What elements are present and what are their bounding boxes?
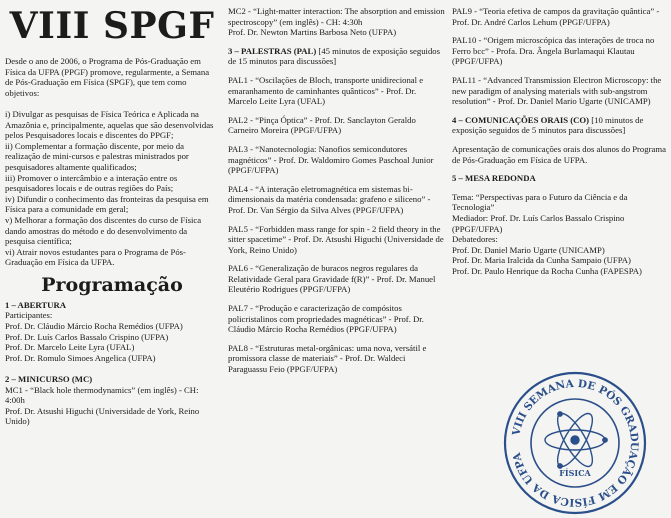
mesa-debatedor: Prof. Dr. Daniel Mario Ugarte (UNICAMP) <box>452 244 605 255</box>
palestra-item: PAL2 - “Pinça Óptica” - Prof. Dr. Sanclayton Geraldo Carneiro Moreira (PPGF/UFPA) <box>228 114 416 136</box>
objectives-list <box>5 109 219 268</box>
comunicacoes-heading-bold: 4 – COMUNICAÇÕES ORAIS (CO) <box>452 114 590 125</box>
objective-item: i) Divulgar as pesquisas de Física Teórica e Aplicada na Amazônia e, principalmente, aquelas que são desenvolvidas pelos Pesquisadores locais e discentes do PPGF; <box>5 108 214 141</box>
mesa-mediador: Mediador: Prof. Dr. Luís Carlos Bassalo Crispino (PPGF/UFPA) <box>452 212 625 234</box>
minicurso-section <box>5 374 219 427</box>
palestras-heading <box>228 46 446 67</box>
seal-center-text: FÍSICA <box>559 468 591 478</box>
mc2-title: MC2 - “Light-matter interaction: The absorption and emission spectroscopy” (em inglês) - CH: 4:30h <box>228 6 445 27</box>
event-seal-logo <box>500 368 650 518</box>
palestras-heading-bold: 3 – PALESTRAS (PAL) <box>228 45 317 56</box>
abertura-person: Prof. Dr. Romulo Simoes Angelica (UFPA) <box>5 352 156 363</box>
palestra-item: PAL3 - “Nanotecnologia: Nanofios semicondutores magnéticos” - Prof. Dr. Waldomiro Gomes Paschoal Junior (PPGF/UFPA) <box>228 143 434 176</box>
mesa-debatedores-label: Debatedores: <box>452 234 498 245</box>
abertura-label: Participantes: <box>5 310 53 321</box>
abertura-person: Prof. Dr. Marcelo Leite Lyra (UFAL) <box>5 342 135 353</box>
mc1-title: MC1 - “Black hole thermodynamics” (em inglês) - CH: 4:00h <box>5 384 199 406</box>
palestra-item: PAL8 - “Estruturas metal-orgânicas: uma nova, versátil e promissora classe de materiais” - Prof. Dr. Waldeci Paraguassu Feio (PPGF/UFPA) <box>228 342 427 375</box>
comunicacoes-heading <box>452 115 666 136</box>
objective-item: iv) Difundir o conhecimento das fronteiras da pesquisa em Física para a comunidade em geral; <box>5 193 209 215</box>
left-column <box>5 0 219 427</box>
comunicacoes-heading-note: [10 minutos de exposição seguidos de 5 minutos para discussões] <box>452 114 644 136</box>
palestra-item: PAL6 - “Generalização de buracos negros regulares da Relatividade Geral para Gravidade f(R)” - Prof. Dr. Manuel Eleutério Rodrigues (PPGF/UFPA) <box>228 263 436 295</box>
intro-paragraph: Desde o ano de 2006, o Programa de Pós-Graduação em Física da UFPA (PPGF) promove, regularmente, a Semana de Pós-Graduação em Física (SPGF), que tem como objetivos: <box>5 56 210 98</box>
programacao-heading: Programação <box>41 273 183 296</box>
palestra-item: PAL11 - “Advanced Transmission Electron Microscopy: the new paradigm of analysing materials with sub-angstrom resolution” - Prof. Dr. Daniel Mario Ugarte (UNICAMP) <box>452 74 662 107</box>
minicurso-heading: 2 – MINICURSO (MC) <box>5 374 93 385</box>
mesa-heading: 5 – MESA REDONDA <box>452 173 536 184</box>
comunicacoes-text: Apresentação de comunicações orais dos alunos do Programa de Pós-Graduação em Física de UFPA. <box>452 143 666 165</box>
right-column <box>452 6 666 276</box>
palestras-heading-note: [45 minutos de exposição seguidos de 15 minutos para discussões] <box>228 45 441 67</box>
abertura-person: Prof. Dr. Cláudio Márcio Rocha Remédios (UFPA) <box>5 321 183 332</box>
palestra-item: PAL7 - “Produção e caracterização de compósitos policristalinos com propriedades magnéticas” - Prof. Dr. Cláudio Márcio Rocha Remédios (PPGF/UFPA) <box>228 303 424 335</box>
mc1-professor: Prof. Dr. Atsushi Higuchi (Universidade de York, Reino Unido) <box>5 405 200 427</box>
abertura-person: Prof. Dr. Luís Carlos Bassalo Crispino (UFPA) <box>5 331 169 342</box>
mc2-professor: Prof. Dr. Newton Martins Barbosa Neto (UFPA) <box>228 27 397 38</box>
palestra-item: PAL5 - “Forbidden mass range for spin - 2 field theory in the sitter spacetime” - Prof. Dr. Atsushi Higuchi (Universidade de York, Reino Unido) <box>228 223 444 255</box>
mesa-debatedor: Prof. Dr. Paulo Henrique da Rocha Cunha (FAPESPA) <box>452 265 642 276</box>
seal-ring-text: VIII SEMANA DE PÓS GRADUAÇÃO EM FÍSICA DA UFPA <box>510 377 641 509</box>
mesa-debatedor: Prof. Dr. Maria Iralcida da Cunha Sampaio (UFPA) <box>452 255 631 266</box>
palestra-item: PAL4 - “A interação eletromagnética em sistemas bi-dimensionais da matéria condensada: grafeno e siliceno” - Prof. Dr. Van Sérgio da Silva Alves (PPGF/UFPA) <box>228 183 431 215</box>
middle-column <box>228 6 446 375</box>
palestra-item: PAL10 - “Origem microscópica das interações de troca no Ferro bcc” - Profa. Dra. Ângela Burlamaqui Klautau (PPGF/UFPA) <box>452 35 655 67</box>
atom-icon <box>545 409 607 471</box>
mesa-tema: Tema: “Perspectivas para o Futuro da Ciência e da Tecnologia” <box>452 191 628 213</box>
abertura-section <box>5 300 219 364</box>
abertura-heading: 1 – ABERTURA <box>5 299 66 310</box>
objective-item: ii) Complementar a formação discente, por meio da realização de mini-cursos e palestras ministrados por pesquisadores altamente qualificados; <box>5 140 189 172</box>
palestra-item: PAL9 - “Teoria efetiva de campos da gravitação quântica” - Prof. Dr. André Carlos Lehum (PPGF/UFPA) <box>452 6 660 27</box>
objective-item: vi) Atrair novos estudantes para o Programa de Pós-Graduação em Física da UFPA. <box>5 246 186 268</box>
palestra-item: PAL1 - “Oscilações de Bloch, transporte unidirecional e emaranhamento de caminhantes quânticos” - Prof. Dr. Marcelo Leite Lyra (UFAL) <box>228 74 424 107</box>
objective-item: v) Melhorar a formação dos discentes do curso de Física dando amostras do método e do desenvolvimento da pesquisa científica; <box>5 214 202 247</box>
objective-item: iii) Promover o intercâmbio e a interação entre os pesquisadores locais e de outras regiões do País; <box>5 172 178 194</box>
event-title: VIII SPGF <box>9 5 215 47</box>
